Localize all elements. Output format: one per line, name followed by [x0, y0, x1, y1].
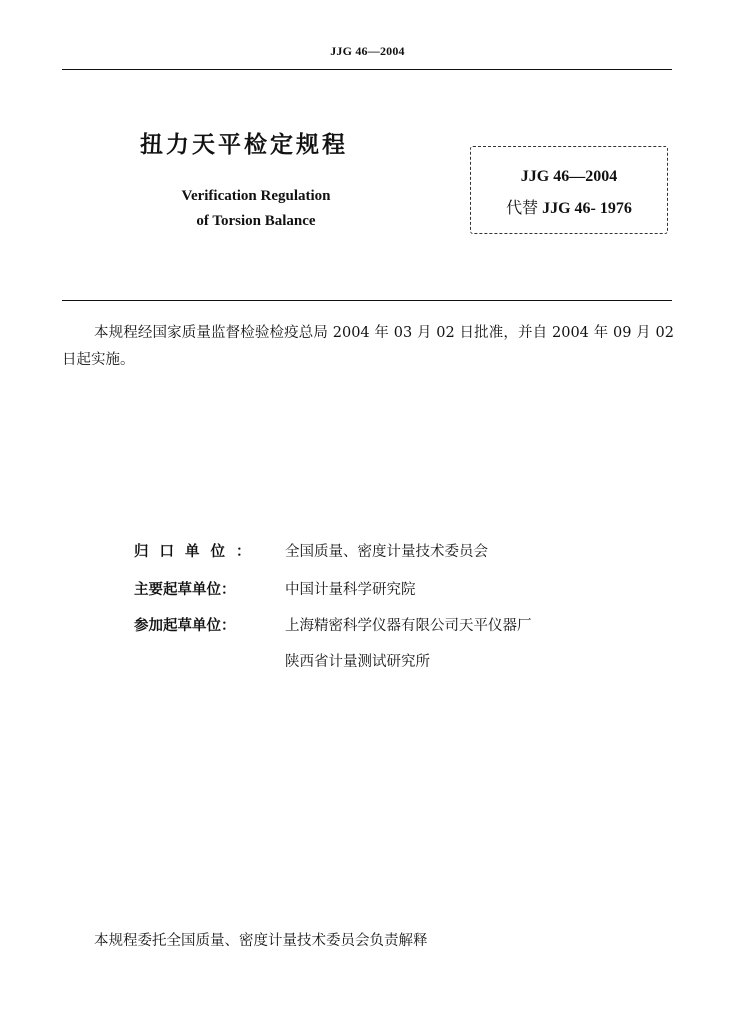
title-chinese: 扭力天平检定规程 [140, 132, 348, 158]
title-english-line2: of Torsion Balance [196, 213, 316, 229]
participating-drafter-item: 上海精密科学仪器有限公司天平仪器厂 [285, 618, 532, 634]
header-standard-code: JJG 46—2004 [330, 44, 405, 58]
replaces-prefix: 代替 [506, 200, 539, 217]
approval-statement: 本规程经国家质量监督检验检疫总局 2004 年 03 月 02 日批准，并自 2004 年 09 月 02 日起实施。 [62, 325, 674, 368]
middle-rule [62, 300, 672, 301]
replaced-standard-code: JJG 46- 1976 [542, 200, 632, 217]
interpretation-note: 本规程委托全国质量、密度计量技术委员会负责解释 [94, 933, 428, 949]
main-drafter-value: 中国计量科学研究院 [285, 582, 416, 598]
standard-code-box [470, 146, 668, 234]
responsible-unit-value: 全国质量、密度计量技术委员会 [285, 544, 488, 560]
main-drafter-label: 主要起草单位： [134, 582, 236, 598]
replaces-code [470, 195, 668, 218]
participating-drafters-label: 参加起草单位： [134, 618, 236, 634]
title-english [140, 184, 372, 234]
title-english-line1: Verification Regulation [181, 188, 331, 204]
standard-code: JJG 46—2004 [520, 168, 618, 185]
responsible-unit-label: 归口单位： [134, 544, 262, 560]
participating-drafter-item: 陕西省计量测试研究所 [285, 654, 430, 670]
top-rule [62, 69, 672, 70]
